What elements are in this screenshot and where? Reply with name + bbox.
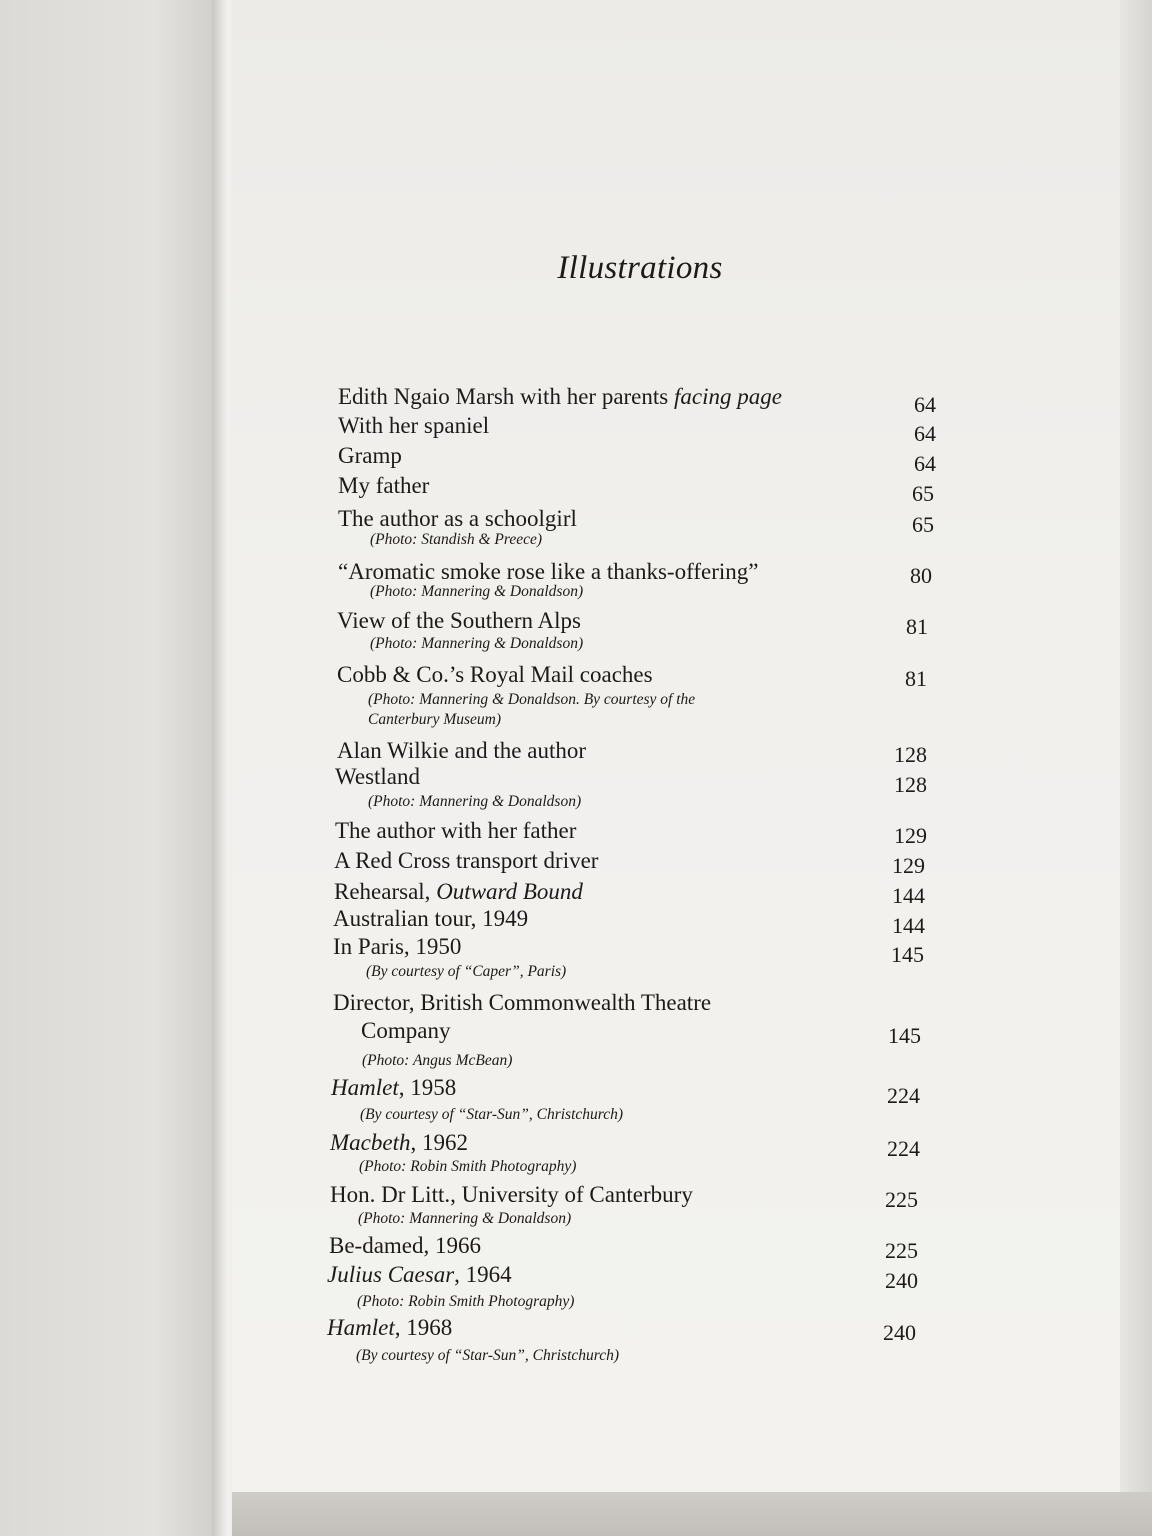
entry-page-number: 128 <box>894 772 927 797</box>
entry-title-text: Westland <box>335 764 421 789</box>
entry-page-number: 64 <box>914 392 936 417</box>
entry-page-number: 145 <box>891 942 924 967</box>
photo-credit: (Photo: Mannering & Donaldson) <box>358 1210 572 1227</box>
entry-title-italic: Outward Bound <box>436 879 583 904</box>
entry-page-number: 225 <box>885 1187 918 1212</box>
entry-page-number: 129 <box>892 853 925 878</box>
entry-title <box>333 934 461 960</box>
entry-title-suffix: , 1964 <box>454 1262 512 1287</box>
entry-title-text: Rehearsal, <box>334 879 437 904</box>
entry-title <box>338 413 489 439</box>
entry-title-text: The author as a schoolgirl <box>338 506 577 531</box>
entry-title <box>331 1075 456 1101</box>
entry-title-text: “Aromatic smoke rose like a thanks-offering” <box>338 559 759 584</box>
entry-title <box>337 662 653 688</box>
photo-credit: (Photo: Standish & Preece) <box>370 531 543 548</box>
photo-credit: (Photo: Mannering & Donaldson) <box>370 635 584 652</box>
entry-page-number: 65 <box>912 512 934 537</box>
page-title: Illustrations <box>557 250 723 286</box>
entry-page-number: 224 <box>887 1136 920 1161</box>
entry-page-number: 80 <box>910 563 932 588</box>
entry-page-number: 81 <box>906 614 928 639</box>
entry-title <box>337 608 581 634</box>
entry-title <box>338 384 782 410</box>
entry-title-italic: Hamlet <box>327 1315 395 1340</box>
photo-credit: (By courtesy of “Star-Sun”, Christchurch) <box>356 1347 620 1364</box>
entry-page-number: 240 <box>885 1268 918 1293</box>
entry-title-text: Edith Ngaio Marsh with her parents <box>338 384 674 409</box>
entry-title-italic: Macbeth <box>330 1130 411 1155</box>
photo-credit: (Photo: Mannering & Donaldson. By courtesy of the <box>368 691 696 708</box>
entry-page-number: 144 <box>892 883 925 908</box>
entry-page-number: 144 <box>892 913 925 938</box>
photo-credit: Canterbury Museum) <box>368 711 502 728</box>
photo-credit: (Photo: Mannering & Donaldson) <box>370 583 584 600</box>
entry-page-number: 128 <box>894 742 927 767</box>
photo-credit: (Photo: Angus McBean) <box>362 1052 513 1069</box>
entry-title-text: Australian tour, 1949 <box>333 906 529 931</box>
photo-credit: (Photo: Mannering & Donaldson) <box>368 793 582 810</box>
photo-credit: (By courtesy of “Star-Sun”, Christchurch) <box>360 1106 624 1123</box>
entry-page-number: 65 <box>912 481 934 506</box>
entry-title <box>327 1262 512 1288</box>
entry-title-text: Hon. Dr Litt., University of Canterbury <box>330 1182 693 1207</box>
entry-page-number: 224 <box>887 1083 920 1108</box>
entry-title <box>338 506 577 532</box>
entry-page-number: 240 <box>883 1320 916 1345</box>
entry-title-text: Be-damed, 1966 <box>329 1233 482 1258</box>
entry-title-text: Gramp <box>338 443 402 468</box>
entry-page-number: 81 <box>905 666 927 691</box>
entry-page-number: 145 <box>888 1023 921 1048</box>
facing-page-label: facing page <box>673 384 782 409</box>
entry-title-text: Director, British Commonwealth Theatre <box>333 990 712 1015</box>
entry-title <box>338 473 429 499</box>
entry-title-suffix: , 1968 <box>394 1315 453 1340</box>
entry-title <box>335 764 420 790</box>
entry-title <box>335 818 576 844</box>
entry-title-continuation: Company <box>361 1018 451 1043</box>
entry-title <box>337 738 586 764</box>
entry-title-text: With her spaniel <box>338 413 490 438</box>
photo-credit: (Photo: Robin Smith Photography) <box>357 1293 575 1310</box>
entry-title <box>333 990 711 1016</box>
entry-title-text: Cobb & Co.’s Royal Mail coaches <box>337 662 653 687</box>
entry-title-text: Alan Wilkie and the author <box>337 738 587 763</box>
entry-title-text: The author with her father <box>335 818 577 843</box>
entry-title-text: In Paris, 1950 <box>333 934 462 959</box>
entry-title <box>334 848 598 874</box>
photo-credit: (By courtesy of “Caper”, Paris) <box>366 963 567 980</box>
entry-title <box>330 1182 693 1208</box>
photo-credit: (Photo: Robin Smith Photography) <box>359 1158 577 1175</box>
entry-title-text: View of the Southern Alps <box>337 608 581 633</box>
entry-title <box>333 906 528 932</box>
entry-title <box>329 1233 481 1259</box>
entry-page-number: 64 <box>914 421 936 446</box>
entry-title <box>338 443 402 469</box>
entry-title-italic: Hamlet <box>331 1075 399 1100</box>
entry-page-number: 129 <box>894 823 927 848</box>
entry-page-number: 64 <box>914 451 936 476</box>
entry-page-number: 225 <box>885 1238 918 1263</box>
entry-title-italic: Julius Caesar <box>327 1262 455 1287</box>
entry-title <box>330 1130 468 1156</box>
entry-title-suffix: , 1962 <box>410 1130 468 1155</box>
entry-title <box>327 1315 452 1341</box>
entry-title-text: A Red Cross transport driver <box>334 848 599 873</box>
entry-title <box>334 879 583 905</box>
entry-title-suffix: , 1958 <box>398 1075 457 1100</box>
entry-title-text: My father <box>338 473 430 498</box>
